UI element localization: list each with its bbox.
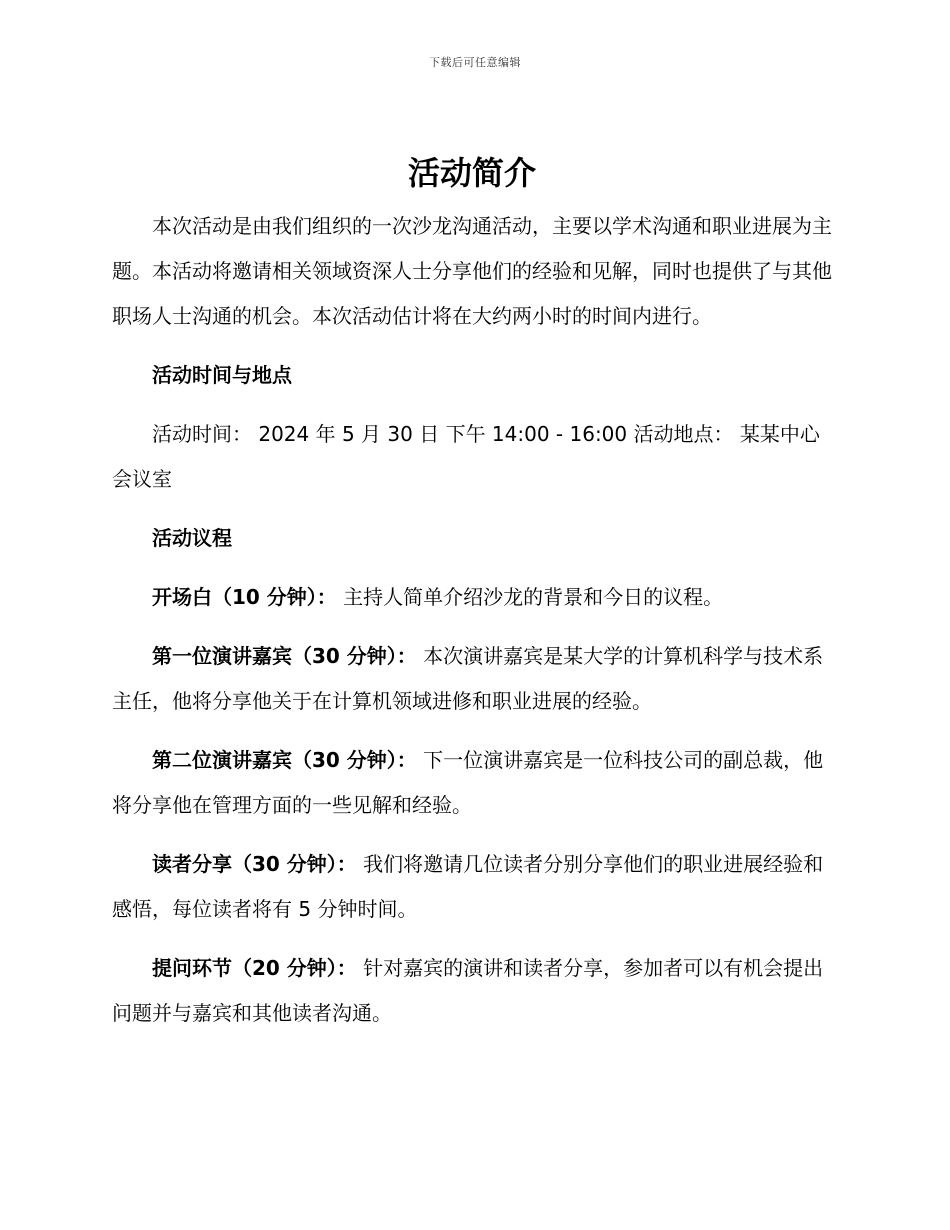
agenda-item — [112, 634, 832, 724]
agenda-item — [112, 842, 832, 932]
agenda-item-text: 本次演讲嘉宾是某大学的计算机科学与技术系主任，他将分享他关于在计算机领域进修和职业进展的经验。 — [112, 644, 824, 713]
agenda-item — [112, 575, 832, 620]
agenda-item — [112, 946, 832, 1036]
header-note: 下载后可任意编辑 — [429, 56, 521, 69]
time-place-heading: 活动时间与地点 — [152, 363, 292, 387]
agenda-item-label: 读者分享（30 分钟）： — [152, 852, 357, 876]
agenda-item-text: 我们将邀请几位读者分别分享他们的职业进展经验和感悟，每位读者将有 5 分钟时间。 — [112, 852, 824, 921]
intro-paragraph: 本次活动是由我们组织的一次沙龙沟通活动，主要以学术沟通和职业进展为主题。本活动将邀请相关领域资深人士分享他们的经验和见解，同时也提供了与其他职场人士沟通的机会。本次活动估计将在大约两小时的时间内进行。 — [112, 214, 832, 328]
agenda-item-label: 第二位演讲嘉宾（30 分钟）： — [152, 748, 417, 772]
agenda-item-label: 提问环节（20 分钟）： — [152, 956, 357, 980]
document-body — [112, 150, 832, 1036]
time-place-paragraph: 活动时间： 2024 年 5 月 30 日 下午 14:00 - 16:00 活动地点： 某某中心会议室 — [112, 422, 820, 491]
agenda-heading: 活动议程 — [152, 526, 232, 550]
agenda-item — [112, 738, 832, 828]
agenda-item-text: 主持人简单介绍沙龙的背景和今日的议程。 — [336, 585, 724, 609]
agenda-item-text: 针对嘉宾的演讲和读者分享，参加者可以有机会提出问题并与嘉宾和其他读者沟通。 — [112, 956, 824, 1025]
agenda-item-label: 开场白（10 分钟）： — [152, 585, 337, 609]
agenda-item-label: 第一位演讲嘉宾（30 分钟）： — [152, 644, 417, 668]
agenda-item-text: 下一位演讲嘉宾是一位科技公司的副总裁，他将分享他在管理方面的一些见解和经验。 — [112, 748, 824, 817]
document-title: 活动简介 — [407, 154, 536, 192]
